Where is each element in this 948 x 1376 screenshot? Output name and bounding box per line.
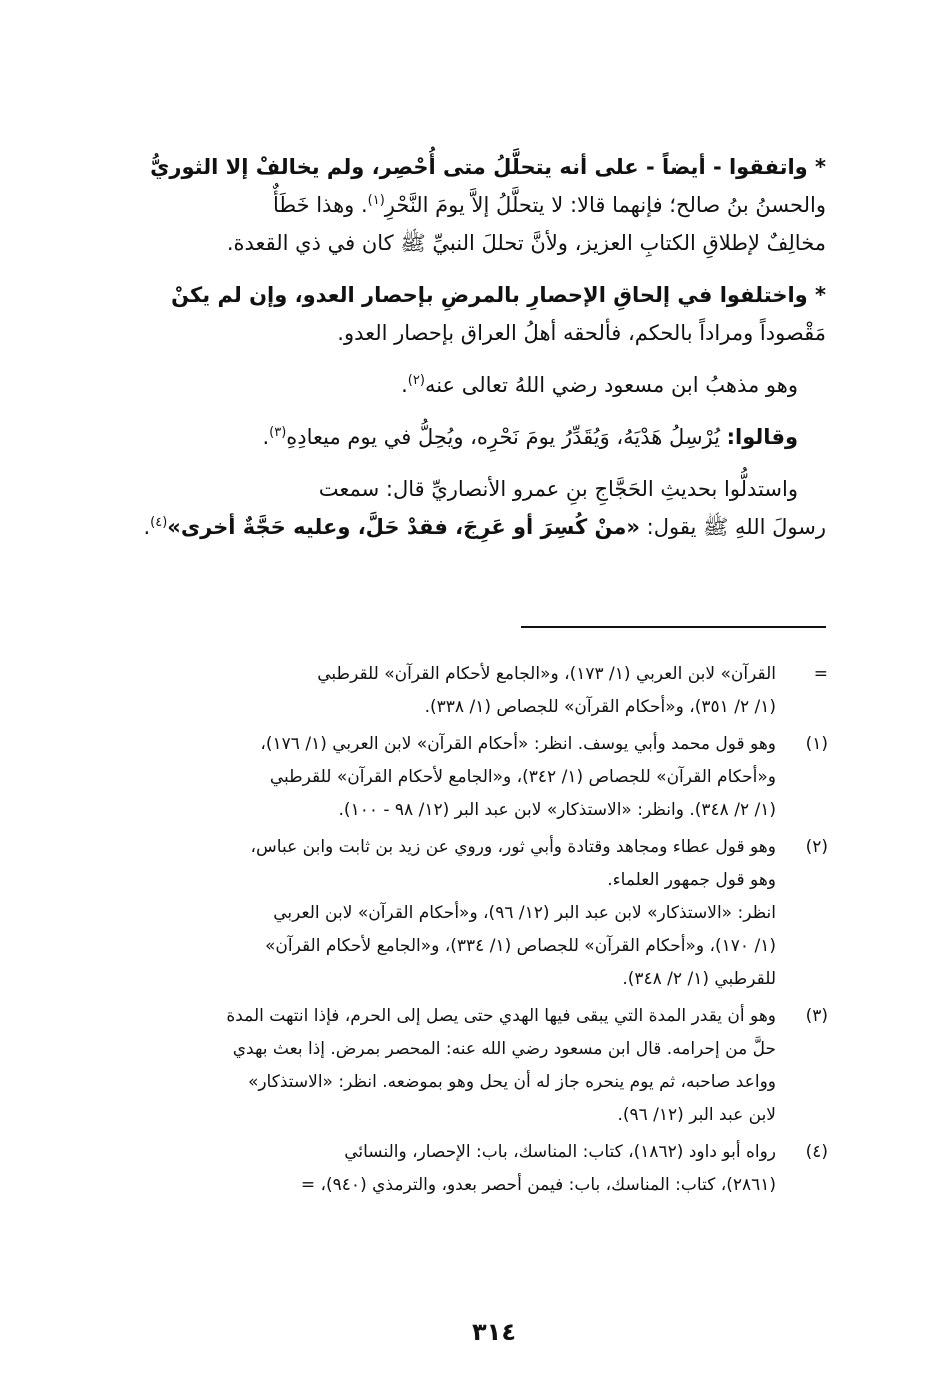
- footnote-line: لابن عبد البر (١٢/ ٩٦).: [617, 1105, 776, 1125]
- line: مَقْصوداً ومراداً بالحكم، فألحقه أهلُ العراق بإحصار العدو.: [337, 321, 826, 345]
- line: واستدلُّوا بحديثِ الحَجَّاجِ بنِ عمرو الأنصاريِّ قال: سمعت: [318, 477, 798, 501]
- footnote-2: [118, 831, 828, 996]
- line: يُرْسِلُ هَدْيَهُ، وَيُقَدِّرُ يومَ نَحْرِه، ويُحِلُّ في يوم ميعادِهِ: [286, 425, 727, 449]
- footnote-line: (١/ ١٧٠)، و«أحكام القرآن» للجصاص (١/ ٣٣٤)، و«الجامع لأحكام القرآن»: [264, 936, 776, 956]
- line: * واختلفوا في إلحاقِ الإحصارِ بالمرضِ بإحصار العدو، وإن لم يكنْ: [171, 283, 826, 307]
- footnote-4: [118, 1136, 828, 1202]
- line: رسولَ اللهِ ﷺ يقول:: [639, 515, 826, 539]
- footnote-ref[interactable]: (٣): [269, 425, 287, 440]
- line: والحسنُ بنُ صالح؛ فإنهما قالا: لا يتحلَّلُ إلاَّ يومَ النَّحْرِ: [384, 193, 826, 217]
- footnote-line: (١/ ٢/ ٣٤٨). وانظر: «الاستذكار» لابن عبد البر (١٢/ ٩٨ - ١٠٠).: [338, 800, 776, 820]
- footnote-line: القرآن» لابن العربي (١/ ١٧٣)، و«الجامع لأحكام القرآن» للقرطبي: [317, 664, 776, 684]
- footnote-ref[interactable]: (٤): [150, 515, 168, 530]
- paragraph-agreement: [121, 148, 826, 262]
- footnote-1: [118, 728, 828, 827]
- footnote-number: (١): [805, 734, 828, 754]
- main-text: [121, 148, 826, 560]
- hadith-quote: «منْ كُسِرَ أو عَرِجَ، فقدْ حَلَّ، وعليه حَجَّةٌ أخرى»: [167, 515, 640, 539]
- footnote-line: (١/ ٢/ ٣٥١)، و«أحكام القرآن» للجصاص (١/ ٣٣٨).: [424, 697, 776, 717]
- footnote-number: =: [813, 664, 828, 684]
- paragraph-ibn-masud: [121, 366, 826, 404]
- footnote-line: رواه أبو داود (١٨٦٢)، كتاب: المناسك، باب: الإحصار، والنسائي: [344, 1142, 776, 1162]
- line: .: [143, 515, 151, 539]
- footnotes: [118, 658, 828, 1206]
- footnote-number: (٤): [805, 1142, 828, 1162]
- footnote-line: وهو قول محمد وأبي يوسف. انظر: «أحكام القرآن» لابن العربي (١/ ١٧٦)،: [260, 734, 776, 754]
- footnote-line: (٢٨٦١)، كتاب: المناسك، باب: فيمن أحصر بعدو، والترمذي (٩٤٠)، =: [300, 1175, 776, 1195]
- footnote-line: للقرطبي (١/ ٢/ ٣٤٨).: [622, 969, 776, 989]
- footnote-ref[interactable]: (٢): [407, 373, 425, 388]
- line: .: [401, 373, 408, 397]
- footnote-line: وهو قول عطاء ومجاهد وقتادة وأبي ثور، وروي عن زيد بن ثابت وابن عباس،: [250, 837, 776, 857]
- footnote-line: وهو أن يقدر المدة التي يبقى فيها الهدي حتى يصل إلى الحرم، فإذا انتهت المدة: [226, 1006, 776, 1026]
- footnote-number: (٣): [805, 1006, 828, 1026]
- footnote-line: انظر: «الاستذكار» لابن عبد البر (١٢/ ٩٦)، و«أحكام القرآن» لابن العربي: [273, 903, 776, 923]
- paragraph-hadith: [121, 470, 826, 546]
- footnote-3: [118, 1000, 828, 1132]
- footnote-ref[interactable]: (١): [367, 193, 385, 208]
- page-number: ٣١٤: [472, 1318, 516, 1346]
- line: وهو مذهبُ ابن مسعود رضي اللهُ تعالى عنه: [424, 373, 798, 397]
- line: مخالِفٌ لإطلاقِ الكتابِ العزيز، ولأنَّ تحللَ النبيِّ ﷺ كان في ذي القعدة.: [226, 231, 826, 255]
- line: . وهذا خَطَأٌ: [272, 193, 368, 217]
- footnote-divider: [521, 626, 826, 628]
- footnote-line: و«أحكام القرآن» للجصاص (١/ ٣٤٢)، و«الجامع لأحكام القرآن» للقرطبي: [269, 767, 776, 787]
- footnote-line: وواعد صاحبه، ثم يوم ينحره جاز له أن يحل وهو بموضعه. انظر: «الاستذكار»: [247, 1072, 776, 1092]
- line: .: [262, 425, 270, 449]
- footnote-line: حلَّ من إحرامه. قال ابن مسعود رضي الله عنه: المحصر بمرض. إذا بعث بهدي: [232, 1039, 776, 1059]
- line: * واتفقوا - أيضاً - على أنه يتحلَّلُ متى أُحْصِر، ولم يخالفْ إلا الثوريُّ: [150, 155, 826, 179]
- footnote-line: وهو قول جمهور العلماء.: [607, 870, 776, 890]
- footnote-number: (٢): [805, 837, 828, 857]
- lead-word: وقالوا:: [726, 425, 798, 449]
- paragraph-disagreement: [121, 276, 826, 352]
- footnote-continued: [118, 658, 828, 724]
- paragraph-they-said: [121, 418, 826, 456]
